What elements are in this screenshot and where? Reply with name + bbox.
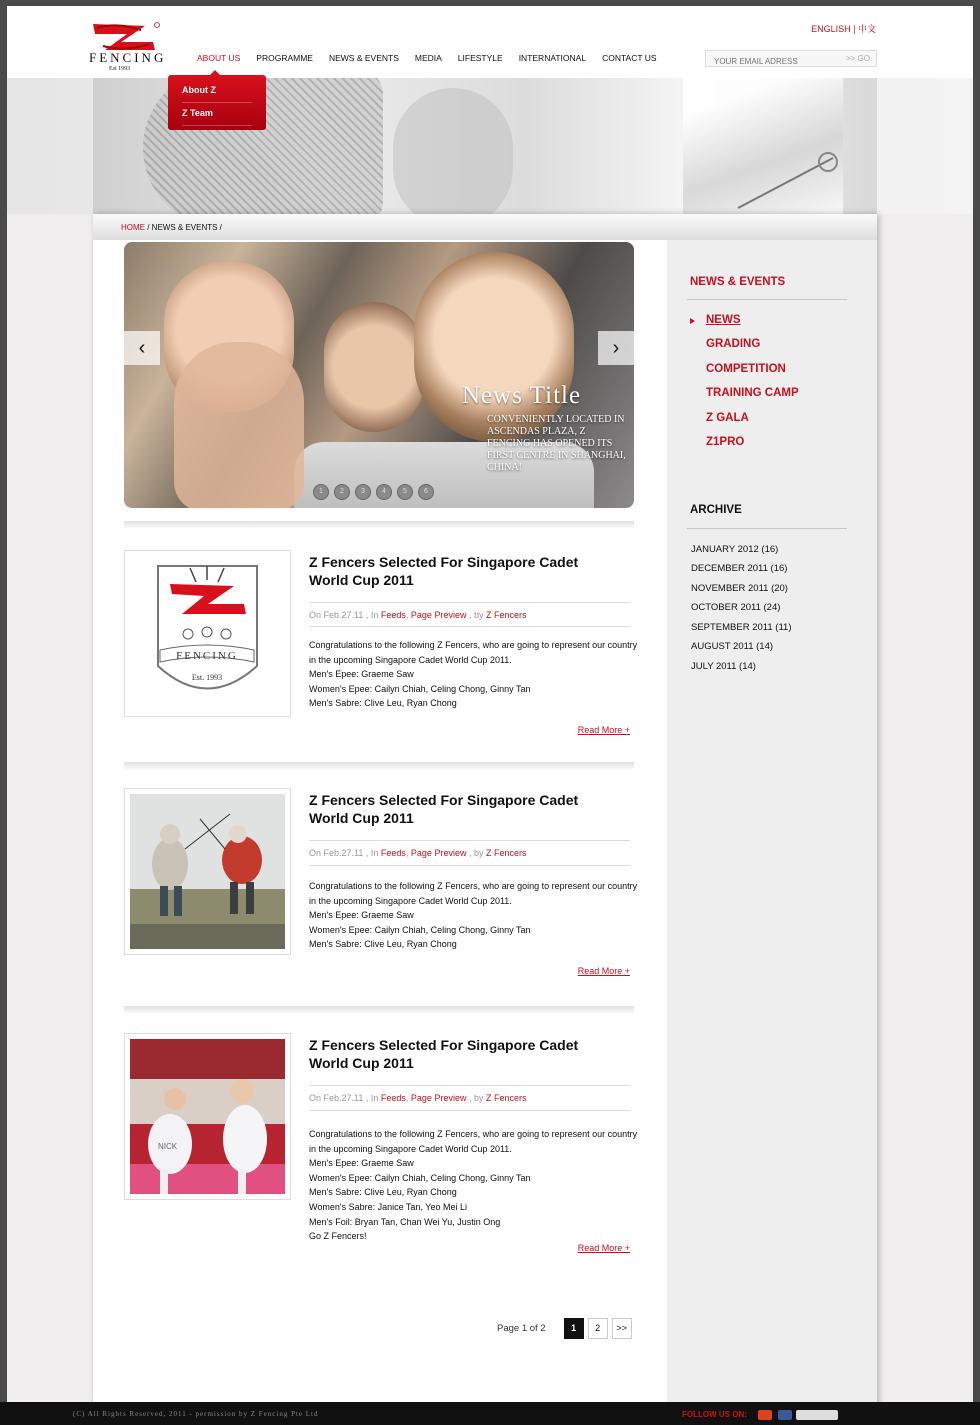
breadcrumb <box>121 223 222 232</box>
post-category[interactable]: Page Preview <box>410 610 467 620</box>
slide-kid-middle <box>324 302 424 432</box>
elderly-fencers-photo <box>130 794 285 949</box>
breadcrumb-path: / NEWS & EVENTS / <box>145 223 222 232</box>
page-1-button[interactable]: 1 <box>564 1318 584 1339</box>
sidebar-item-grading[interactable]: GRADING <box>706 338 761 350</box>
sidebar-item-z1pro[interactable]: Z1PRO <box>706 436 745 448</box>
section-divider <box>124 762 634 769</box>
post-title[interactable]: Z Fencers Selected For Singapore Cadet World Cup 2011 <box>309 1037 579 1071</box>
post-body <box>309 1127 639 1244</box>
read-more-link[interactable]: Read More + <box>577 725 630 735</box>
archive-item[interactable]: JANUARY 2012 (16) <box>691 544 779 555</box>
section-divider <box>124 1006 634 1013</box>
post-date: On Feb.27.11 , In <box>309 610 381 620</box>
post-meta-sep: , <box>405 1093 411 1103</box>
about-us-dropdown <box>168 75 266 130</box>
glove-graphic <box>393 88 513 214</box>
post-meta-sep: , <box>405 610 411 620</box>
post-line: Men's Epee: Graeme Saw <box>309 1158 414 1169</box>
post-line: Women's Sabre: Janice Tan, Yeo Mei Li <box>309 1201 467 1212</box>
post-line: Women's Epee: Cailyn Chiah, Celing Chong, Ginny Tan <box>309 683 531 694</box>
sidebar-item-z-gala[interactable]: Z GALA <box>706 412 749 424</box>
z-fencing-crest-icon <box>130 556 285 711</box>
post-meta <box>309 1093 526 1103</box>
post-meta-by: , by <box>466 848 486 858</box>
slider-dot[interactable]: 5 <box>397 484 413 500</box>
nav-programme[interactable]: PROGRAMME <box>256 53 313 63</box>
logo-est: Est 1993 <box>109 66 131 72</box>
post-category[interactable]: Feeds <box>380 1093 406 1103</box>
copyright: (C) All Rights Reserved, 2011 - permission by Z Fencing Pte Ltd <box>73 1410 319 1418</box>
archive-item[interactable]: JULY 2011 (14) <box>691 661 756 672</box>
post-line: Congratulations to the following Z Fencers, who are going to represent our country in the upcoming Singapore Cadet World Cup 2011. <box>309 640 638 665</box>
post-line: Women's Epee: Cailyn Chiah, Celing Chong, Ginny Tan <box>309 924 531 935</box>
page-indicator: Page 1 of 2 <box>497 1323 546 1334</box>
breadcrumb-bar <box>93 214 877 240</box>
post-line: Go Z Fencers! <box>309 1231 367 1242</box>
slider-dots <box>313 484 434 500</box>
post-meta-by: , by <box>466 610 486 620</box>
archive-item[interactable]: SEPTEMBER 2011 (11) <box>691 622 792 633</box>
sidebar-rule <box>687 528 847 529</box>
post-line: Men's Sabre: Clive Leu, Ryan Chong <box>309 1187 457 1198</box>
sidebar-item-competition[interactable]: COMPETITION <box>706 363 786 375</box>
post-category[interactable]: Page Preview <box>410 1093 467 1103</box>
active-arrow-icon <box>690 318 695 324</box>
slider-dot[interactable]: 3 <box>355 484 371 500</box>
newsletter-form <box>705 50 877 67</box>
sidebar-item-training-camp[interactable]: TRAINING CAMP <box>706 387 799 399</box>
post-rule <box>309 602 630 603</box>
post-thumbnail[interactable] <box>124 788 291 955</box>
sidebar-item-news[interactable]: NEWS <box>706 314 741 326</box>
sidebar <box>667 240 877 1408</box>
slider-dot[interactable]: 1 <box>313 484 329 500</box>
post-line: Men's Sabre: Clive Leu, Ryan Chong <box>309 939 457 950</box>
archive-title: ARCHIVE <box>690 504 742 516</box>
section-divider <box>124 521 634 528</box>
slide-peace-hand <box>174 342 304 508</box>
archive-item[interactable]: NOVEMBER 2011 (20) <box>691 583 788 594</box>
post-author[interactable]: Z Fencers <box>485 848 527 858</box>
next-page-button[interactable]: >> <box>612 1318 632 1339</box>
nav-about-us[interactable]: ABOUT US <box>197 53 241 63</box>
dropdown-about-z[interactable]: About Z <box>182 83 252 103</box>
archive-item[interactable]: DECEMBER 2011 (16) <box>691 563 788 574</box>
dropdown-z-team[interactable]: Z Team <box>182 106 252 126</box>
post-line: Congratulations to the following Z Fencers, who are going to represent our country in the upcoming Singapore Cadet World Cup 2011. <box>309 1129 638 1154</box>
post-author[interactable]: Z Fencers <box>485 610 527 620</box>
post-thumbnail[interactable] <box>124 1033 291 1200</box>
facebook-icon[interactable] <box>778 1410 792 1420</box>
main-nav <box>197 53 673 63</box>
nav-media[interactable]: MEDIA <box>414 53 442 63</box>
kids-handshake-photo <box>130 1039 285 1194</box>
post-thumbnail[interactable] <box>124 550 291 717</box>
post-rule <box>309 840 630 841</box>
page-2-button[interactable]: 2 <box>588 1318 608 1339</box>
logo-wordmark: FENCING <box>89 50 167 65</box>
nav-lifestyle[interactable]: LIFESTYLE <box>457 53 503 63</box>
slider-next-button[interactable]: › <box>598 331 634 365</box>
youtube-icon[interactable] <box>796 1410 838 1420</box>
weibo-icon[interactable] <box>758 1410 772 1420</box>
slider-dot[interactable]: 2 <box>334 484 350 500</box>
post-line: Men's Sabre: Clive Leu, Ryan Chong <box>309 698 457 709</box>
hero-banner <box>7 78 973 214</box>
read-more-link[interactable]: Read More + <box>577 966 630 976</box>
post-category[interactable]: Feeds <box>380 848 406 858</box>
post-category[interactable]: Page Preview <box>410 848 467 858</box>
pagination <box>497 1318 632 1339</box>
sidebar-rule <box>687 299 847 300</box>
sidebar-section-title: NEWS & EVENTS <box>690 276 786 288</box>
jacket-name: NICK <box>158 1142 178 1151</box>
post-body <box>309 879 639 952</box>
email-input[interactable] <box>706 54 836 69</box>
main-content <box>93 214 877 1408</box>
post-author[interactable]: Z Fencers <box>485 1093 527 1103</box>
follow-us-label: FOLLOW US ON: <box>682 1410 747 1419</box>
sabre-icon <box>733 138 853 214</box>
post-category[interactable]: Feeds <box>380 610 406 620</box>
post-rule <box>309 865 630 866</box>
post-rule <box>309 1110 630 1111</box>
crest-est: Est. 1993 <box>191 673 223 682</box>
post-line: Men's Foil: Bryan Tan, Chan Wei Yu, Justin Ong <box>309 1216 501 1227</box>
nav-news-events[interactable]: NEWS & EVENTS <box>328 53 399 63</box>
archive-item[interactable]: AUGUST 2011 (14) <box>691 641 774 652</box>
post-meta <box>309 848 526 858</box>
post-date: On Feb.27.11 , In <box>309 1093 381 1103</box>
slider-prev-button[interactable]: ‹ <box>124 331 160 365</box>
post-meta-sep: , <box>405 848 411 858</box>
nav-international[interactable]: INTERNATIONAL <box>518 53 587 63</box>
breadcrumb-home[interactable]: HOME <box>121 223 145 232</box>
slider-dot[interactable]: 4 <box>376 484 392 500</box>
newsletter-go-button[interactable]: >> GO <box>845 54 870 63</box>
post-title[interactable]: Z Fencers Selected For Singapore Cadet World Cup 2011 <box>309 554 579 588</box>
site-footer <box>0 1402 980 1425</box>
post-meta-by: , by <box>466 1093 486 1103</box>
language-switch[interactable]: ENGLISH | 中文 <box>811 24 876 34</box>
post-title[interactable]: Z Fencers Selected For Singapore Cadet World Cup 2011 <box>309 792 579 826</box>
crest-wordmark: FENCING <box>176 650 238 662</box>
nav-contact-us[interactable]: CONTACT US <box>602 53 657 63</box>
slider-dot[interactable]: 6 <box>418 484 434 500</box>
post-body <box>309 638 639 711</box>
site-header <box>7 6 973 78</box>
slide-description: CONVENIENTLY LOCATED IN ASCENDAS PLAZA, Z FENCING HAS OPENED ITS FIRST CENTRE IN SHANGHAI, CHINA! <box>487 414 626 473</box>
post-meta <box>309 610 526 620</box>
post-date: On Feb.27.11 , In <box>309 848 381 858</box>
slide-title: News Title <box>462 382 582 409</box>
post-rule <box>309 1085 630 1086</box>
post-line: Men's Epee: Graeme Saw <box>309 910 414 921</box>
post-rule <box>309 626 630 627</box>
post-line: Men's Epee: Graeme Saw <box>309 669 414 680</box>
page-frame <box>7 6 973 1408</box>
read-more-link[interactable]: Read More + <box>577 1243 630 1253</box>
news-slider <box>124 242 634 508</box>
archive-item[interactable]: OCTOBER 2011 (24) <box>691 602 781 613</box>
post-line: Women's Epee: Cailyn Chiah, Celing Chong, Ginny Tan <box>309 1172 531 1183</box>
post-line: Congratulations to the following Z Fencers, who are going to represent our country in the upcoming Singapore Cadet World Cup 2011. <box>309 881 638 906</box>
